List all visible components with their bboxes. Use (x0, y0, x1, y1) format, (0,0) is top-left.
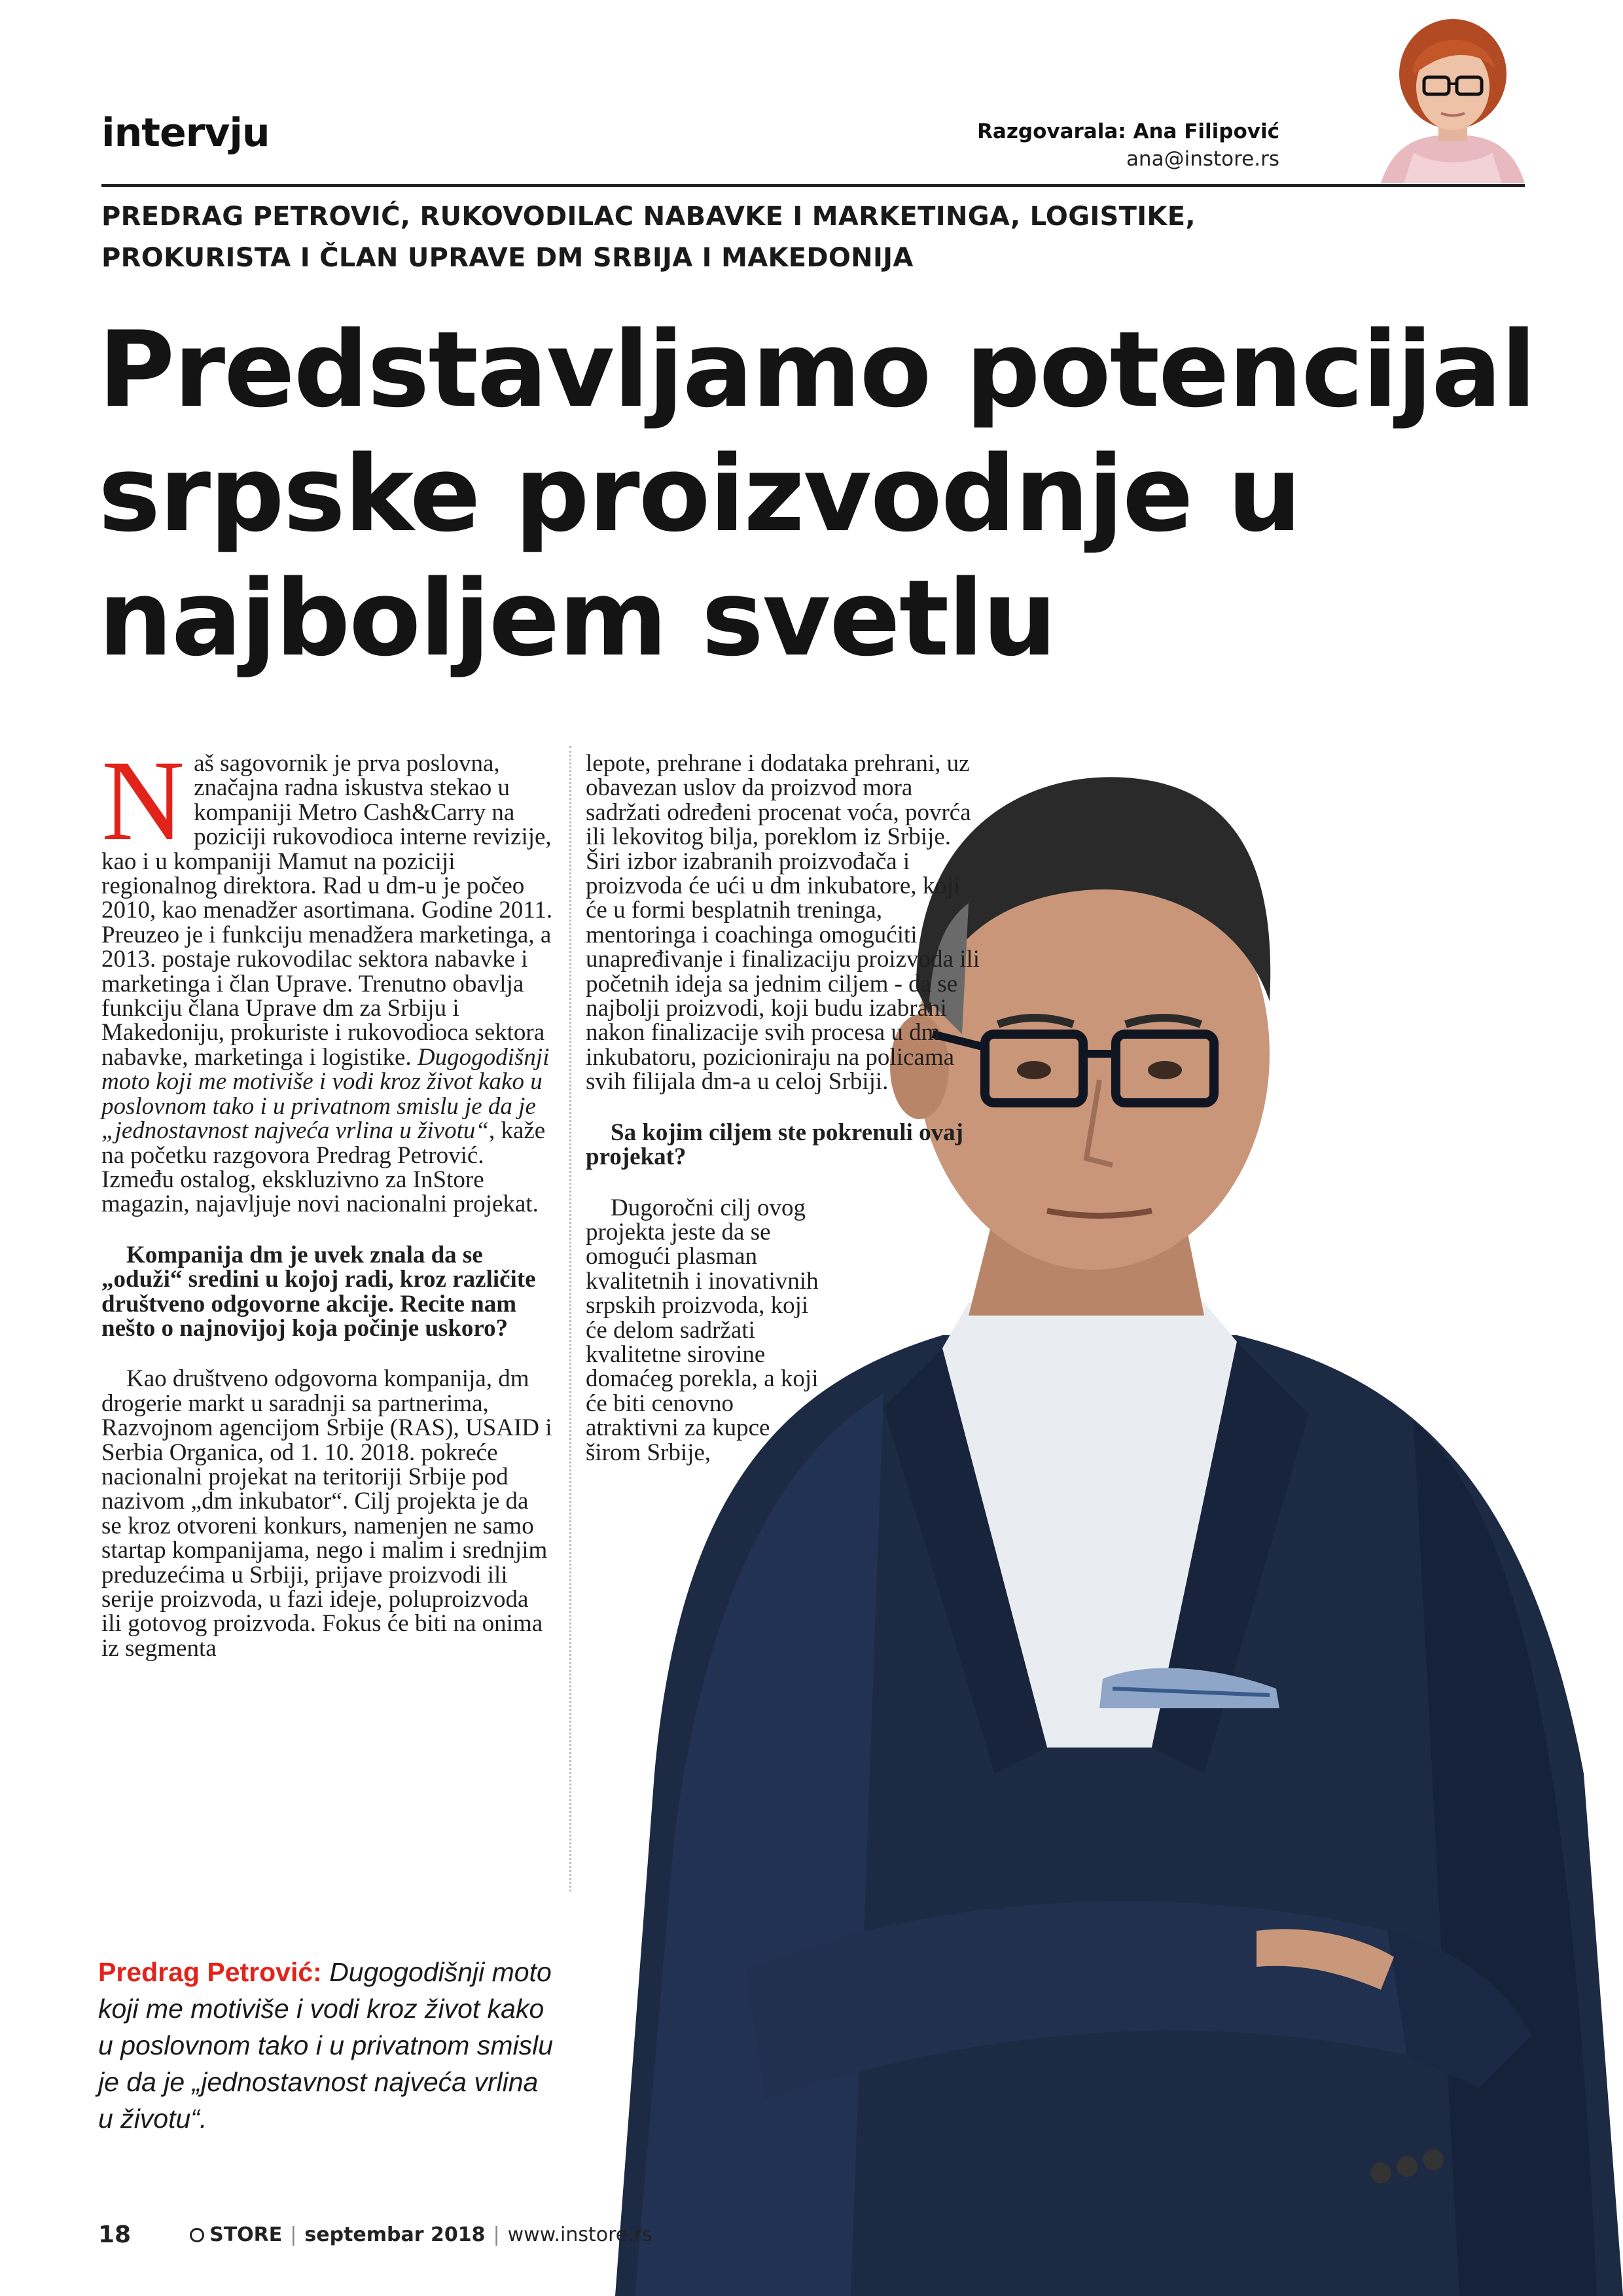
question-2: Sa kojim ciljem ste pokrenuli ovaj projekat? (586, 1119, 963, 1171)
intro-quote: Dugogodišnji moto koji me motiviše i vodi kroz život kako u poslovnom tako i u privatnom smislu je da je „jednostavnost najveća vrlina u životu“ (101, 1043, 550, 1145)
kicker-line: PREDRAG PETROVIĆ, RUKOVODILAC NABAVKE I MARKETINGA, LOGISTIKE, (101, 202, 1196, 232)
article-intro (101, 737, 553, 1218)
headline-line: Predstavljamo potencijal (98, 308, 1535, 431)
section-label: intervju (101, 110, 270, 156)
author-photo (1368, 12, 1538, 183)
magazine-name: STORE (209, 2223, 283, 2246)
instore-logo-icon (190, 2228, 204, 2242)
footer-separator: | (493, 2223, 500, 2246)
article-column-1 (101, 737, 553, 1662)
column-divider (569, 746, 571, 1892)
answer-2: Dugoročni cilj ovog projekta jeste da se omogući plasman kvalitetnih i inovativnih srpskih proizvoda, koji će delom sadržati kvalitetne sirovine domaćeg porekla, a koji će biti cenovno atraktivni za kupce širom Srbije, (586, 1194, 819, 1466)
header-rule (101, 184, 1525, 187)
pull-quote-text: Dugogodišnji moto koji me motiviše i vodi kroz život kako u poslovnom tako i u privatnom smislu je da je „jednostavnost najveća vrlina u životu“. (98, 1957, 554, 2134)
byline-author: Ana Filipović (1133, 120, 1279, 143)
article-column-2 (586, 751, 985, 1465)
page-number: 18 (98, 2221, 132, 2248)
magazine-logo (190, 2223, 282, 2246)
website-link[interactable]: www.instore.rs (507, 2223, 652, 2246)
byline (977, 120, 1279, 171)
intro-text: aš sagovornik je prva poslovna, značajna radna iskustva stekao u kompaniji Metro Cash&Carry na poziciji rukovodioca interne revizije, kao i u kompaniji Mamut na poziciji regionalnog direktora. Rad u dm-u je počeo 2010, kao menadžer asortimana. Godine 2011. Preuzeo je i funkciju menadžera marketinga, a 2013. postaje rukovodilac sektora nabavke i marketinga i član Uprave. Trenutno obavlja funkciju člana Uprave dm za Srbiju i Makedoniju, prokuriste i rukovodioca sektora nabavke, marketinga i logistike. (101, 750, 553, 1071)
headline-line: najboljem svetlu (98, 557, 1056, 679)
footer (98, 2221, 652, 2248)
byline-label: Razgovarala: (977, 120, 1126, 143)
drop-cap: N (101, 737, 185, 865)
pull-quote-name: Predrag Petrović: (98, 1957, 322, 1987)
headline-line: srpske proizvodnje u (98, 433, 1301, 555)
headline (98, 308, 1571, 681)
answer-1: Kao društveno odgovorna kompanija, dm drogerie markt u saradnji sa partnerima, Razvojnom agencijom Srbije (RAS), USAID i Serbia Organica, od 1. 10. 2018. pokreće nacionalni projekat na teritoriji Srbije pod nazivom „dm inkubator“. Cilj projekta je da se kroz otvoreni konkurs, namenjen ne samo startap kompanijama, nego i malim i srednjim preduzećima u Srbiji, prijave proizvodi ili serije proizvoda, u fazi ideje, poluproizvoda ili gotovog proizvoda. Fokus će biti na onima iz segmenta (101, 1365, 552, 1662)
author-email[interactable]: ana@instore.rs (1126, 147, 1279, 171)
answer-1-continued: lepote, prehrane i dodataka prehrani, uz obavezan uslov da proizvod mora sadržati određeni procenat voća, povrća ili lekovitog bilja, poreklom iz Srbije. Širi izbor izabranih proizvođača i proizvoda će ući u dm inkubatore, koji će u formi besplatnih treninga, mentoringa i coachinga omogućiti unapređivanje i finalizaciju proizvoda ili početnih ideja sa jednim ciljem - da se najbolji proizvodi, koji budu izabrani nakon finalizacije svih procesa u dm inkubatoru, pozicioniraju na policama svih filijala dm-a u celoj Srbiji. (586, 750, 980, 1096)
footer-separator: | (290, 2223, 297, 2246)
kicker (101, 196, 1247, 279)
question-1: Kompanija dm je uvek znala da se „oduži“ sredini u kojoj radi, kroz različite društveno odgovorne akcije. Recite nam nešto o najnovijoj koja počinje uskoro? (101, 1241, 536, 1342)
intro-ending: , kaže na početku razgovora Predrag Petrović. Između ostalog, ekskluzivno za InStore magazin, najavljuje novi nacionalni projekat. (101, 1117, 546, 1218)
issue-date: septembar 2018 (304, 2223, 486, 2246)
kicker-line: PROKURISTA I ČLAN UPRAVE DM SRBIJA I MAKEDONIJA (101, 243, 914, 273)
pull-quote (98, 1954, 556, 2137)
